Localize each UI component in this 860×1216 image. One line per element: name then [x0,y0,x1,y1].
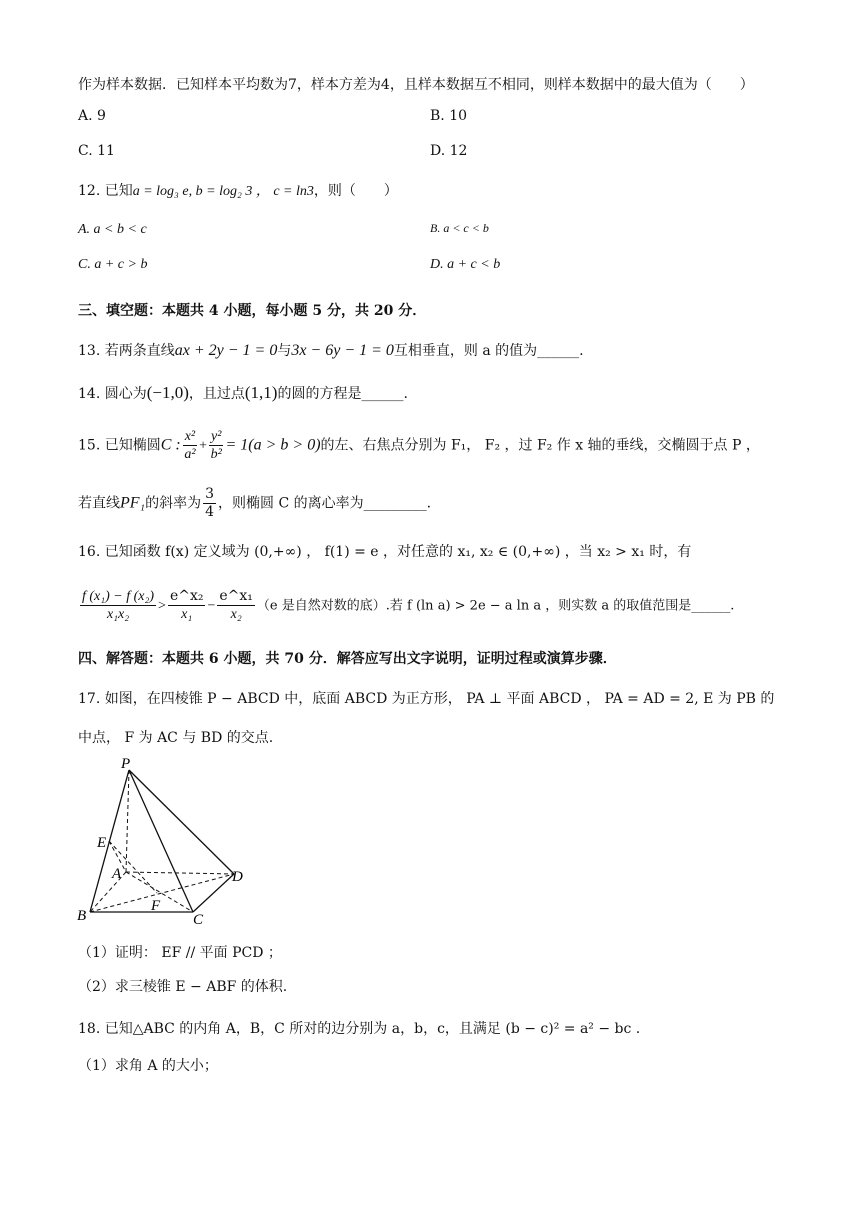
q16-frac-den: x₁x₂ [106,607,130,622]
q15-ellipse-name: C : [160,436,181,454]
edge-pd [129,770,234,874]
q12-option-d-text: D. a + c < b [430,257,501,272]
q15-slope [203,486,216,521]
q15-line2-suffix: ，则椭圆 C 的离心率为_________. [218,495,432,512]
q13-prefix: 13. 若两条直线 [78,343,175,359]
label-c: C [193,912,204,928]
q16-minus: − [207,598,216,614]
q11-option-a: A. 9 [78,108,106,124]
edge-ad [126,872,234,874]
edge-pa [126,770,129,872]
pyramid-figure [72,750,262,930]
q15-frac-x [183,428,197,463]
label-f: F [151,898,161,914]
q11-option-b: B. 10 [430,108,468,124]
q16-e-den-2: x₂ [230,607,242,622]
q12-option-b-text: B. a < c < b [430,221,489,235]
q11-stem-tail: 作为样本数据．已知样本平均数为7，样本方差为4，且样本数据互不相同，则样本数据中的最大值为（ ） [78,77,754,93]
q16-frac-num: f (x₁) − f (x₂) [82,589,155,604]
q15-y2: y² [211,429,222,444]
q15-eq-rest: = 1(a > b > 0) [225,436,321,454]
q12-prefix: 12. 已知 [78,183,133,199]
q13-line1: ax + 2y − 1 = 0 [174,342,278,359]
q12-stem [78,180,398,200]
q15-line2 [78,486,431,521]
section-4-heading: 四、解答题：本题共 6 小题，共 70 分．解答应写出文字说明，证明过程或演算步骤． [78,651,617,667]
q12-option-b [430,221,489,236]
q16-e-frac-1 [168,588,206,623]
q12-suffix: ，则（ ） [313,183,398,199]
q16-line2-rest: （e 是自然对数的底）.若 f (ln a) > 2e − a ln a ，则实数 a 的取值范围是______. [256,598,735,614]
label-a: A [112,866,122,882]
label-b: B [77,908,87,924]
q15-prefix: 15. 已知椭圆 [78,437,161,454]
q18-part1: （1）求角 A 的大小； [78,1058,218,1074]
q14-stem [78,383,408,403]
label-e: E [97,835,107,851]
q11-option-d: D. 12 [430,143,468,159]
q13-suffix: 互相垂直，则 a 的值为______. [393,343,584,359]
q15-slope-num: 3 [205,486,215,502]
q16-e-den-1: x₁ [181,607,193,622]
q16-main-frac [80,588,156,623]
q12-option-c-text: C. a + c > b [78,257,148,272]
q17-line1: 17. 如图，在四棱锥 P − ABCD 中，底面 ABCD 为正方形， PA ⊥ 平面 ABCD ， PA = AD = 2, E 为 PB 的 [78,691,775,707]
q12-option-c [78,256,147,273]
q18-line1: 18. 已知△ABC 的内角 A，B，C 所对的边分别为 a，b，c，且满足 (b − c)² = a² − bc . [78,1021,641,1037]
q16-e-frac-2 [217,588,255,623]
q15-frac-y [209,428,223,463]
q16-line1: 16. 已知函数 f(x) 定义域为 (0,+∞) ， f(1) = e ，对任意的 x₁, x₂ ∈ (0,+∞) ，当 x₂ > x₁ 时，有 [78,544,692,560]
q14-suffix: 的圆的方程是______. [277,386,408,402]
q15-x2: x² [184,429,196,444]
q15-line1: 15. 已知椭圆C : $\frac{\text{x²}}{\text{a²}}$ + $\frac{\text{y²}}{\text{b²}}$ = 1(a > b > 0)的左、右焦点分别为 F₁， F₂ ，过 F₂ 作 x 轴的垂线，交椭圆于点 P ， [78,429,760,462]
q14-prefix: 14. 圆心为 [78,386,147,402]
q15-line2-mid: 的斜率为 [145,495,202,512]
section-3-heading: 三、填空题：本题共 4 小题，每小题 5 分，共 20 分． [78,303,427,319]
q14-point: (1,1) [244,383,278,402]
q15-b2: b² [210,447,222,462]
q15-line1-rest: 的左、右焦点分别为 F₁， F₂ ，过 F₂ 作 x 轴的垂线，交椭圆于点 P ， [320,437,760,454]
q12-math: a = log₃ e, b = log₂ 3 ， c = ln3 [132,184,314,199]
q15-a2: a² [184,447,196,462]
label-d: D [232,869,243,885]
q12-option-d [430,256,500,273]
q15-slope-den: 4 [205,504,215,520]
q15-pf1: PF₁ [120,494,146,512]
q16-e-num-2: e^x₁ [219,588,253,604]
q16-e-num-1: e^x₂ [169,588,204,604]
q11-option-c: C. 11 [78,143,115,159]
q13-mid: 与 [277,343,292,359]
q13-stem [78,340,584,360]
q16-line2 [78,588,734,623]
label-p: P [121,756,131,772]
q12-option-a [78,221,147,238]
q17-part2: （2）求三棱锥 E − ABF 的体积. [78,979,288,995]
q17-line2: 中点， F 为 AC 与 BD 的交点. [78,730,274,746]
q14-center: (−1,0) [146,383,189,402]
q15-line2-prefix: 若直线 [78,495,120,512]
q13-line2: 3x − 6y − 1 = 0 [291,342,394,359]
edge-pc [129,770,193,912]
q17-part1: （1）证明： EF // 平面 PCD ； [78,945,282,961]
q12-option-a-text: A. a < b < c [78,222,147,237]
q14-mid: ，且过点 [188,386,245,402]
q16-gt: > [158,598,166,614]
